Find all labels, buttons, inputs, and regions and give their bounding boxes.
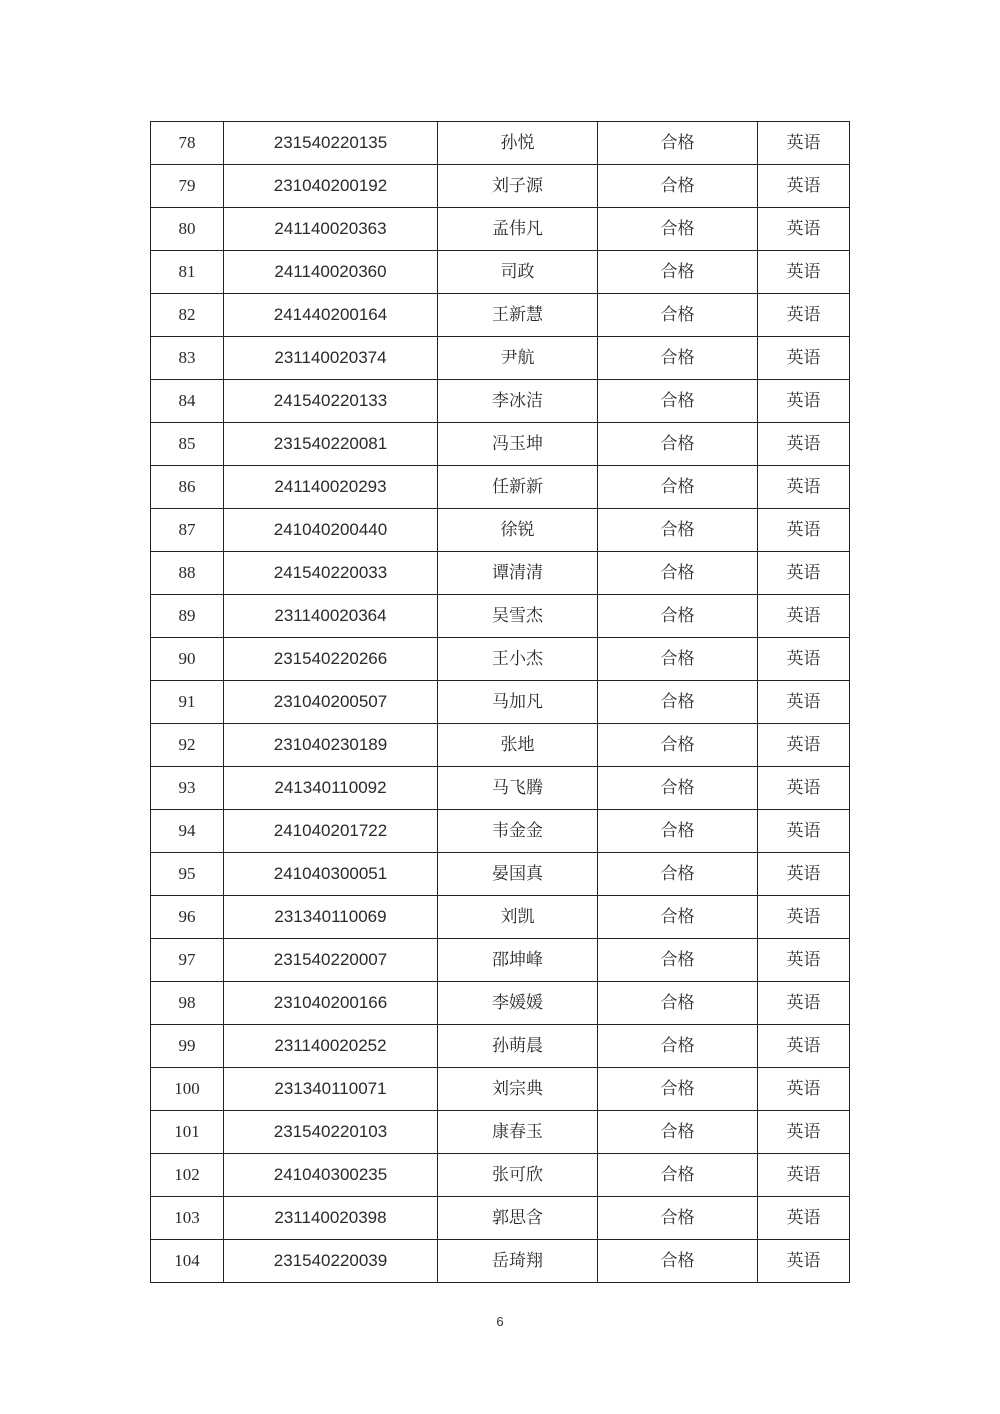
cell-student-id: 241440200164 <box>224 294 438 337</box>
cell-sequence-number: 100 <box>151 1068 224 1111</box>
cell-student-name: 邵坤峰 <box>438 939 598 982</box>
cell-result: 合格 <box>598 1025 758 1068</box>
cell-student-name: 尹航 <box>438 337 598 380</box>
cell-result: 合格 <box>598 1197 758 1240</box>
cell-result: 合格 <box>598 466 758 509</box>
cell-subject: 英语 <box>758 380 850 423</box>
cell-subject: 英语 <box>758 552 850 595</box>
table-row <box>151 466 850 509</box>
cell-student-id: 231540220007 <box>224 939 438 982</box>
cell-subject: 英语 <box>758 337 850 380</box>
cell-student-name: 韦金金 <box>438 810 598 853</box>
cell-student-name: 刘宗典 <box>438 1068 598 1111</box>
cell-student-id: 241340110092 <box>224 767 438 810</box>
cell-student-id: 241140020360 <box>224 251 438 294</box>
cell-sequence-number: 88 <box>151 552 224 595</box>
cell-student-id: 231540220081 <box>224 423 438 466</box>
cell-result: 合格 <box>598 251 758 294</box>
table-row <box>151 294 850 337</box>
cell-sequence-number: 98 <box>151 982 224 1025</box>
cell-sequence-number: 95 <box>151 853 224 896</box>
cell-subject: 英语 <box>758 466 850 509</box>
cell-student-name: 孙悦 <box>438 122 598 165</box>
table-row <box>151 1068 850 1111</box>
cell-sequence-number: 99 <box>151 1025 224 1068</box>
cell-student-id: 231040200166 <box>224 982 438 1025</box>
cell-sequence-number: 101 <box>151 1111 224 1154</box>
cell-result: 合格 <box>598 853 758 896</box>
cell-student-id: 231140020374 <box>224 337 438 380</box>
cell-student-id: 231340110069 <box>224 896 438 939</box>
cell-student-id: 231140020252 <box>224 1025 438 1068</box>
cell-subject: 英语 <box>758 939 850 982</box>
cell-subject: 英语 <box>758 165 850 208</box>
cell-subject: 英语 <box>758 423 850 466</box>
cell-student-id: 231040200192 <box>224 165 438 208</box>
cell-student-name: 徐锐 <box>438 509 598 552</box>
cell-sequence-number: 81 <box>151 251 224 294</box>
table-row <box>151 1240 850 1283</box>
cell-student-name: 岳琦翔 <box>438 1240 598 1283</box>
cell-result: 合格 <box>598 1240 758 1283</box>
cell-student-name: 刘子源 <box>438 165 598 208</box>
cell-subject: 英语 <box>758 1154 850 1197</box>
cell-student-name: 冯玉坤 <box>438 423 598 466</box>
cell-result: 合格 <box>598 767 758 810</box>
cell-student-name: 马加凡 <box>438 681 598 724</box>
cell-sequence-number: 96 <box>151 896 224 939</box>
cell-subject: 英语 <box>758 1025 850 1068</box>
cell-student-name: 李媛媛 <box>438 982 598 1025</box>
cell-result: 合格 <box>598 165 758 208</box>
cell-student-id: 241040300235 <box>224 1154 438 1197</box>
cell-result: 合格 <box>598 122 758 165</box>
table-row <box>151 724 850 767</box>
cell-result: 合格 <box>598 810 758 853</box>
results-table <box>150 121 850 1283</box>
cell-sequence-number: 87 <box>151 509 224 552</box>
cell-result: 合格 <box>598 294 758 337</box>
cell-student-name: 张可欣 <box>438 1154 598 1197</box>
cell-sequence-number: 102 <box>151 1154 224 1197</box>
cell-result: 合格 <box>598 638 758 681</box>
cell-sequence-number: 92 <box>151 724 224 767</box>
cell-sequence-number: 94 <box>151 810 224 853</box>
cell-student-id: 231040200507 <box>224 681 438 724</box>
table-row <box>151 1111 850 1154</box>
cell-sequence-number: 82 <box>151 294 224 337</box>
table-row <box>151 681 850 724</box>
table-row <box>151 638 850 681</box>
cell-subject: 英语 <box>758 595 850 638</box>
cell-sequence-number: 84 <box>151 380 224 423</box>
cell-student-id: 231340110071 <box>224 1068 438 1111</box>
cell-student-name: 李冰洁 <box>438 380 598 423</box>
cell-result: 合格 <box>598 939 758 982</box>
cell-result: 合格 <box>598 380 758 423</box>
cell-student-name: 晏国真 <box>438 853 598 896</box>
cell-subject: 英语 <box>758 724 850 767</box>
table-row <box>151 1197 850 1240</box>
cell-student-id: 241040200440 <box>224 509 438 552</box>
cell-result: 合格 <box>598 552 758 595</box>
cell-student-name: 刘凯 <box>438 896 598 939</box>
cell-result: 合格 <box>598 1068 758 1111</box>
cell-student-name: 康春玉 <box>438 1111 598 1154</box>
cell-sequence-number: 86 <box>151 466 224 509</box>
cell-student-name: 王新慧 <box>438 294 598 337</box>
cell-result: 合格 <box>598 982 758 1025</box>
cell-student-id: 241040201722 <box>224 810 438 853</box>
cell-result: 合格 <box>598 1111 758 1154</box>
cell-student-id: 241540220033 <box>224 552 438 595</box>
cell-subject: 英语 <box>758 208 850 251</box>
cell-result: 合格 <box>598 681 758 724</box>
cell-result: 合格 <box>598 1154 758 1197</box>
cell-result: 合格 <box>598 509 758 552</box>
cell-student-id: 231040230189 <box>224 724 438 767</box>
table-row <box>151 509 850 552</box>
cell-result: 合格 <box>598 595 758 638</box>
cell-student-id: 231140020398 <box>224 1197 438 1240</box>
cell-subject: 英语 <box>758 251 850 294</box>
cell-result: 合格 <box>598 724 758 767</box>
cell-student-name: 任新新 <box>438 466 598 509</box>
cell-subject: 英语 <box>758 810 850 853</box>
cell-student-name: 张地 <box>438 724 598 767</box>
cell-student-name: 马飞腾 <box>438 767 598 810</box>
cell-sequence-number: 79 <box>151 165 224 208</box>
cell-sequence-number: 90 <box>151 638 224 681</box>
cell-sequence-number: 85 <box>151 423 224 466</box>
cell-student-name: 谭清清 <box>438 552 598 595</box>
cell-sequence-number: 93 <box>151 767 224 810</box>
cell-sequence-number: 80 <box>151 208 224 251</box>
results-table-body <box>151 122 850 1283</box>
table-row <box>151 251 850 294</box>
table-row <box>151 165 850 208</box>
cell-subject: 英语 <box>758 294 850 337</box>
cell-student-name: 孙萌晨 <box>438 1025 598 1068</box>
table-row <box>151 337 850 380</box>
cell-subject: 英语 <box>758 982 850 1025</box>
table-row <box>151 380 850 423</box>
cell-subject: 英语 <box>758 1240 850 1283</box>
table-row <box>151 208 850 251</box>
cell-sequence-number: 91 <box>151 681 224 724</box>
cell-sequence-number: 97 <box>151 939 224 982</box>
cell-subject: 英语 <box>758 681 850 724</box>
table-row <box>151 1154 850 1197</box>
table-row <box>151 853 850 896</box>
cell-result: 合格 <box>598 208 758 251</box>
cell-subject: 英语 <box>758 853 850 896</box>
cell-subject: 英语 <box>758 1111 850 1154</box>
cell-student-name: 吴雪杰 <box>438 595 598 638</box>
page-number: 6 <box>496 1314 504 1329</box>
table-row <box>151 810 850 853</box>
cell-sequence-number: 78 <box>151 122 224 165</box>
cell-student-id: 241140020363 <box>224 208 438 251</box>
table-row <box>151 122 850 165</box>
cell-result: 合格 <box>598 896 758 939</box>
cell-sequence-number: 83 <box>151 337 224 380</box>
cell-subject: 英语 <box>758 122 850 165</box>
cell-student-name: 司政 <box>438 251 598 294</box>
table-row <box>151 982 850 1025</box>
cell-sequence-number: 103 <box>151 1197 224 1240</box>
cell-student-id: 231540220039 <box>224 1240 438 1283</box>
cell-student-id: 231140020364 <box>224 595 438 638</box>
cell-subject: 英语 <box>758 896 850 939</box>
cell-student-id: 241140020293 <box>224 466 438 509</box>
cell-result: 合格 <box>598 423 758 466</box>
cell-student-name: 孟伟凡 <box>438 208 598 251</box>
table-row <box>151 939 850 982</box>
cell-subject: 英语 <box>758 509 850 552</box>
cell-student-name: 王小杰 <box>438 638 598 681</box>
cell-student-id: 231540220266 <box>224 638 438 681</box>
cell-subject: 英语 <box>758 638 850 681</box>
cell-result: 合格 <box>598 337 758 380</box>
cell-subject: 英语 <box>758 1068 850 1111</box>
table-row <box>151 1025 850 1068</box>
table-row <box>151 552 850 595</box>
cell-sequence-number: 104 <box>151 1240 224 1283</box>
cell-student-id: 241540220133 <box>224 380 438 423</box>
cell-student-id: 231540220103 <box>224 1111 438 1154</box>
table-row <box>151 896 850 939</box>
cell-sequence-number: 89 <box>151 595 224 638</box>
cell-student-id: 241040300051 <box>224 853 438 896</box>
table-row <box>151 767 850 810</box>
table-row <box>151 595 850 638</box>
cell-student-id: 231540220135 <box>224 122 438 165</box>
cell-subject: 英语 <box>758 767 850 810</box>
cell-subject: 英语 <box>758 1197 850 1240</box>
table-row <box>151 423 850 466</box>
cell-student-name: 郭思含 <box>438 1197 598 1240</box>
